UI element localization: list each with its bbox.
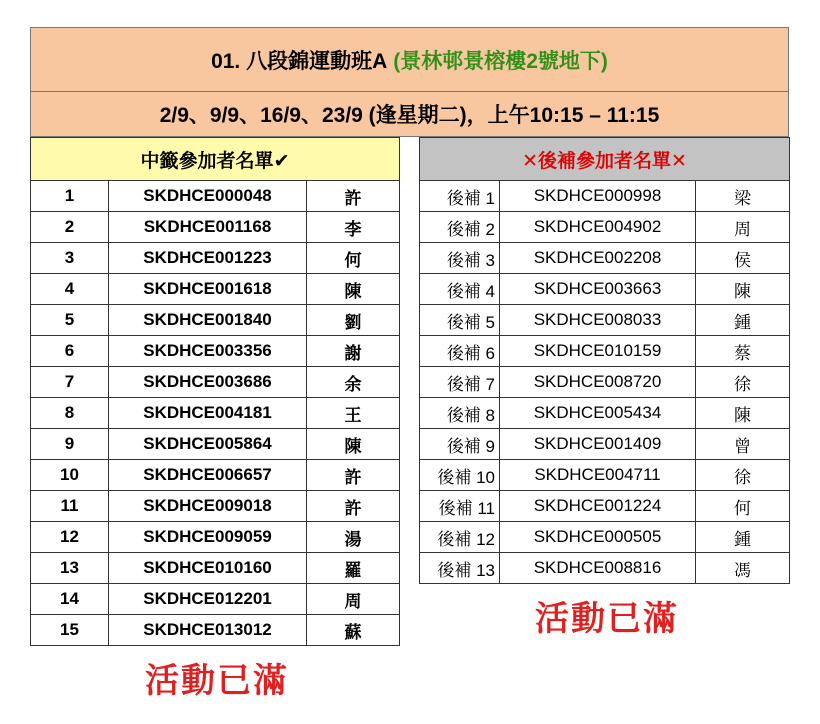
member-code: SKDHCE003663 — [500, 274, 696, 305]
waitlist-row — [420, 398, 790, 429]
member-code: SKDHCE000505 — [500, 522, 696, 553]
waitlist-row — [420, 460, 790, 491]
waitlist-heading — [420, 138, 790, 181]
winner-row — [31, 212, 400, 243]
row-number: 後補 13 — [420, 553, 500, 584]
member-surname: 蔡 — [696, 336, 790, 367]
waitlist-header-row — [420, 138, 790, 181]
class-location: (景林邨景榕樓2號地下) — [393, 49, 608, 73]
row-number: 後補 6 — [420, 336, 500, 367]
member-surname: 梁 — [696, 181, 790, 212]
member-surname: 徐 — [696, 460, 790, 491]
waitlist-row — [420, 522, 790, 553]
member-surname: 陳 — [307, 274, 400, 305]
row-number: 13 — [31, 553, 109, 584]
member-surname: 鍾 — [696, 522, 790, 553]
member-surname: 湯 — [307, 522, 400, 553]
waitlist-row — [420, 243, 790, 274]
row-number: 後補 9 — [420, 429, 500, 460]
row-number: 後補 2 — [420, 212, 500, 243]
member-surname: 許 — [307, 460, 400, 491]
row-number: 後補 10 — [420, 460, 500, 491]
winner-row — [31, 181, 400, 212]
waitlist-table — [419, 137, 790, 584]
winners-full-notice: 活動已滿 — [145, 662, 289, 700]
winner-row — [31, 584, 400, 615]
member-code: SKDHCE001168 — [109, 212, 307, 243]
member-code: SKDHCE009018 — [109, 491, 307, 522]
winner-row — [31, 305, 400, 336]
winner-row — [31, 553, 400, 584]
row-number: 11 — [31, 491, 109, 522]
row-number: 後補 12 — [420, 522, 500, 553]
member-surname: 謝 — [307, 336, 400, 367]
member-code: SKDHCE008720 — [500, 367, 696, 398]
row-number: 後補 7 — [420, 367, 500, 398]
row-number: 4 — [31, 274, 109, 305]
member-surname: 陳 — [307, 429, 400, 460]
winner-row — [31, 367, 400, 398]
member-surname: 鍾 — [696, 305, 790, 336]
class-title: 01. 八段錦運動班A — [211, 49, 388, 73]
member-code: SKDHCE010159 — [500, 336, 696, 367]
row-number: 9 — [31, 429, 109, 460]
member-code: SKDHCE009059 — [109, 522, 307, 553]
row-number: 7 — [31, 367, 109, 398]
member-code: SKDHCE001223 — [109, 243, 307, 274]
member-code: SKDHCE004902 — [500, 212, 696, 243]
member-surname: 徐 — [696, 367, 790, 398]
class-schedule: 2/9、9/9、16/9、23/9 (逢星期二)，上午10:15 – 11:15 — [159, 104, 660, 127]
winner-row — [31, 615, 400, 646]
waitlist-row — [420, 305, 790, 336]
member-code: SKDHCE001409 — [500, 429, 696, 460]
member-code: SKDHCE012201 — [109, 584, 307, 615]
row-number: 2 — [31, 212, 109, 243]
member-surname: 陳 — [696, 398, 790, 429]
winners-heading — [31, 138, 400, 181]
member-surname: 王 — [307, 398, 400, 429]
member-code: SKDHCE003356 — [109, 336, 307, 367]
winner-row — [31, 398, 400, 429]
member-surname: 陳 — [696, 274, 790, 305]
row-number: 1 — [31, 181, 109, 212]
class-schedule-banner — [30, 91, 789, 137]
cross-icon: ✕ — [522, 150, 538, 172]
row-number: 10 — [31, 460, 109, 491]
cross-icon: ✕ — [671, 150, 687, 172]
member-code: SKDHCE010160 — [109, 553, 307, 584]
winner-row — [31, 243, 400, 274]
member-surname: 馮 — [696, 553, 790, 584]
waitlist-row — [420, 336, 790, 367]
member-surname: 許 — [307, 181, 400, 212]
member-code: SKDHCE005434 — [500, 398, 696, 429]
waitlist-row — [420, 212, 790, 243]
winner-row — [31, 274, 400, 305]
member-code: SKDHCE001840 — [109, 305, 307, 336]
member-code: SKDHCE001618 — [109, 274, 307, 305]
row-number: 後補 11 — [420, 491, 500, 522]
member-surname: 侯 — [696, 243, 790, 274]
winners-header-row — [31, 138, 400, 181]
winner-row — [31, 336, 400, 367]
member-code: SKDHCE005864 — [109, 429, 307, 460]
row-number: 後補 1 — [420, 181, 500, 212]
waitlist-row — [420, 429, 790, 460]
waitlist-heading-text: 後補參加者名單 — [538, 150, 672, 172]
member-surname: 何 — [307, 243, 400, 274]
member-code: SKDHCE003686 — [109, 367, 307, 398]
member-surname: 周 — [696, 212, 790, 243]
row-number: 5 — [31, 305, 109, 336]
winners-table — [30, 137, 400, 646]
winner-row — [31, 460, 400, 491]
row-number: 6 — [31, 336, 109, 367]
member-surname: 李 — [307, 212, 400, 243]
waitlist-row — [420, 491, 790, 522]
class-title-banner — [30, 27, 789, 92]
winners-heading-text: 中籤參加者名單 — [140, 150, 274, 172]
row-number: 15 — [31, 615, 109, 646]
waitlist-body — [420, 181, 790, 584]
row-number: 後補 3 — [420, 243, 500, 274]
member-surname: 周 — [307, 584, 400, 615]
row-number: 後補 4 — [420, 274, 500, 305]
row-number: 3 — [31, 243, 109, 274]
member-code: SKDHCE000998 — [500, 181, 696, 212]
member-code: SKDHCE000048 — [109, 181, 307, 212]
winners-body — [31, 181, 400, 646]
row-number: 12 — [31, 522, 109, 553]
row-number: 8 — [31, 398, 109, 429]
check-icon: ✔ — [273, 150, 290, 172]
waitlist-row — [420, 181, 790, 212]
member-code: SKDHCE004711 — [500, 460, 696, 491]
winner-row — [31, 491, 400, 522]
row-number: 後補 5 — [420, 305, 500, 336]
member-surname: 劉 — [307, 305, 400, 336]
member-code: SKDHCE006657 — [109, 460, 307, 491]
member-surname: 何 — [696, 491, 790, 522]
row-number: 後補 8 — [420, 398, 500, 429]
member-code: SKDHCE002208 — [500, 243, 696, 274]
member-code: SKDHCE004181 — [109, 398, 307, 429]
waitlist-row — [420, 553, 790, 584]
member-code: SKDHCE013012 — [109, 615, 307, 646]
waitlist-row — [420, 367, 790, 398]
member-surname: 許 — [307, 491, 400, 522]
member-code: SKDHCE008033 — [500, 305, 696, 336]
winner-row — [31, 429, 400, 460]
winner-row — [31, 522, 400, 553]
waitlist-row — [420, 274, 790, 305]
waitlist-full-notice: 活動已滿 — [535, 600, 679, 638]
member-surname: 曾 — [696, 429, 790, 460]
member-surname: 余 — [307, 367, 400, 398]
member-surname: 蘇 — [307, 615, 400, 646]
member-surname: 羅 — [307, 553, 400, 584]
member-code: SKDHCE001224 — [500, 491, 696, 522]
row-number: 14 — [31, 584, 109, 615]
member-code: SKDHCE008816 — [500, 553, 696, 584]
